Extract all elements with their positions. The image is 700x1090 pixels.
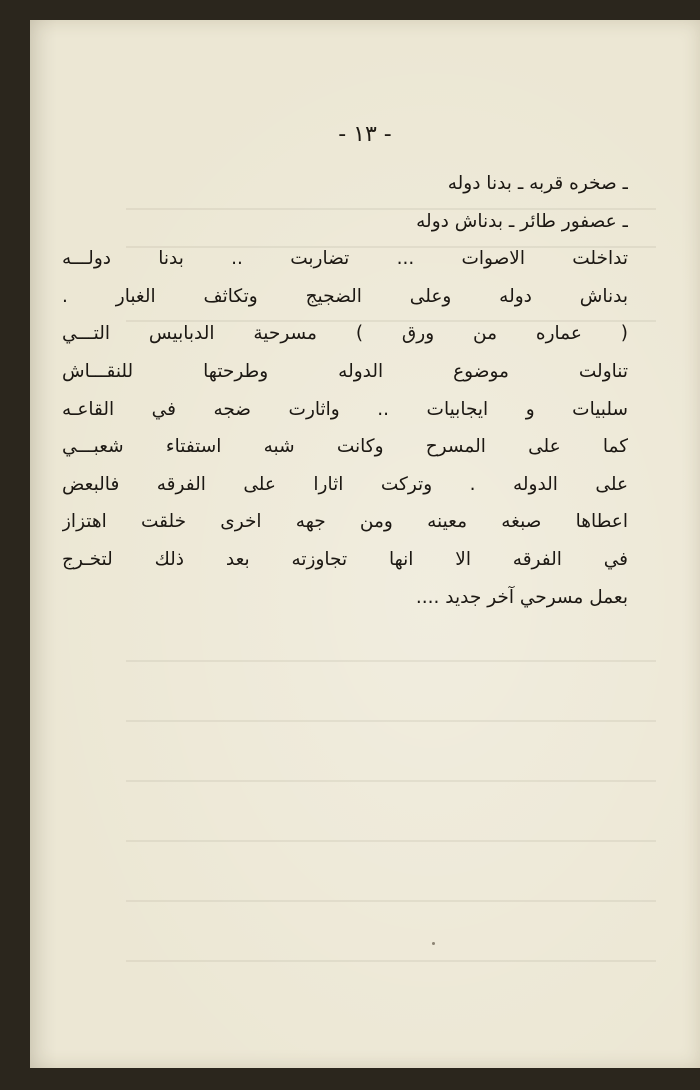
text-line: ـ عصفور طائر ـ بدناش دوله <box>416 210 628 232</box>
text-line: بعمل مسرحي آخر جديد .... <box>415 586 628 608</box>
show-through-line <box>126 840 656 842</box>
text-line: كما على المسرح وكانت شبه استفتاء شعبـــي <box>62 436 628 458</box>
show-through-line <box>126 780 656 782</box>
show-through-line <box>126 900 656 902</box>
text-line: ـ صخره قربه ـ بدنا دوله <box>447 173 628 194</box>
body-text <box>62 165 628 616</box>
text-line: في الفرقه الا انها تجاوزته بعد ذلك لتخـرج <box>62 548 628 570</box>
book-page <box>30 20 700 1068</box>
text-line: اعطاها صبغه معينه ومن جهه اخرى خلقت اهتزاز <box>62 511 628 533</box>
text-line: تناولت موضوع الدوله وطرحتها للنقـــاش <box>62 360 628 382</box>
show-through-line <box>126 660 656 662</box>
text-line: سلبيات و ايجابيات .. واثارت ضجه في القاعـه <box>62 398 628 420</box>
text-line: تداخلت الاصوات ... تضاربت .. بدنا دولـــه <box>62 248 628 270</box>
text-line: بدناش دوله وعلى الضجيج وتكاثف الغبار . <box>62 285 628 307</box>
page-number: - ١٣ - <box>338 122 392 147</box>
show-through-line <box>126 960 656 962</box>
show-through-line <box>126 720 656 722</box>
paper-speck <box>432 942 435 945</box>
text-line: ( عماره من ورق ) مسرحية الدبابيس التـــي <box>62 323 628 345</box>
text-line: على الدوله . وتركت اثارا على الفرقه فالبعض <box>62 473 628 495</box>
